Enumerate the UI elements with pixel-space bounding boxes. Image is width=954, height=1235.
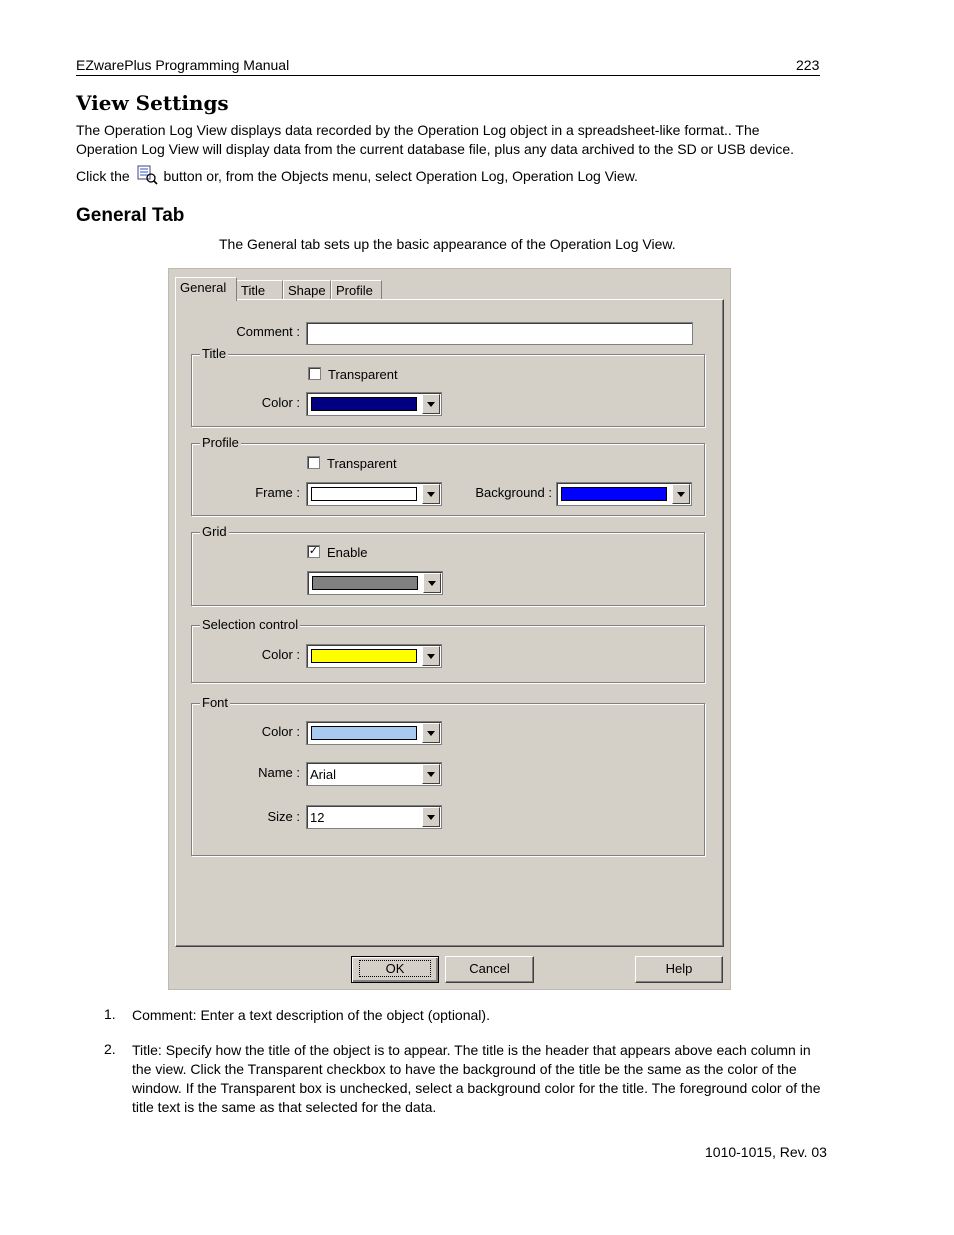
chevron-down-icon[interactable] — [422, 394, 440, 414]
chevron-down-icon[interactable] — [422, 807, 440, 827]
intro-line-2: Operation Log View will display data from the current database file, plus any data archived to the SD or USB device. — [76, 141, 795, 157]
cancel-button[interactable]: Cancel — [445, 956, 534, 983]
header-rule — [76, 75, 820, 76]
title-color-label: Color : — [261, 395, 300, 410]
background-color-select[interactable] — [556, 482, 692, 506]
profile-transparent-label: Transparent — [327, 456, 397, 471]
tab-profile[interactable]: Profile — [331, 280, 382, 300]
help-button[interactable]: Help — [635, 956, 723, 983]
title-color-swatch — [311, 397, 417, 411]
chevron-down-icon[interactable] — [672, 484, 690, 504]
font-name-label: Name : — [258, 765, 300, 780]
frame-color-swatch — [311, 487, 417, 501]
grid-enable-label: Enable — [327, 545, 368, 560]
ok-button[interactable]: OK — [351, 956, 439, 983]
font-group-title: Font — [202, 695, 229, 710]
selection-color-label: Color : — [261, 647, 300, 662]
general-tab-panel — [175, 299, 724, 947]
tab-general[interactable]: General — [175, 277, 237, 301]
font-color-swatch — [311, 726, 417, 740]
list-item-2-text: Title: Specify how the title of the object is to appear. The title is the header that appears above each column in the view. Click the Transparent checkbox to have the background of the title be the same as the color of the window. If the Transparent box is unchecked, select a background color for the title. The foreground color of the title text is the same as that selected for the data. — [132, 1042, 821, 1115]
title-transparent-checkbox[interactable] — [308, 367, 321, 380]
tab-shape[interactable]: Shape — [283, 280, 331, 300]
click-prefix: Click the — [76, 168, 130, 184]
list-item-1-number: 1. — [104, 1006, 116, 1022]
grid-enable-checkbox[interactable]: ✓ — [308, 545, 319, 557]
font-size-select[interactable] — [306, 805, 442, 829]
selection-control-group — [191, 617, 705, 683]
grid-group-title: Grid — [202, 524, 227, 539]
title-transparent-label: Transparent — [328, 367, 398, 382]
title-color-select[interactable] — [306, 392, 442, 416]
font-size-value: 12 — [310, 810, 325, 825]
comment-label: Comment : — [236, 324, 300, 339]
font-group — [191, 695, 705, 856]
font-color-select[interactable] — [306, 721, 442, 745]
chevron-down-icon[interactable] — [422, 646, 440, 666]
selection-control-group-title: Selection control — [202, 617, 299, 632]
frame-color-select[interactable] — [306, 482, 442, 506]
frame-label: Frame : — [255, 485, 300, 500]
list-item-2-number: 2. — [104, 1041, 116, 1057]
page-number: 223 — [796, 57, 820, 73]
grid-color-swatch — [312, 576, 418, 590]
font-name-select[interactable] — [306, 762, 442, 786]
list-item-1-text: Comment: Enter a text description of the object (optional). — [132, 1007, 490, 1023]
background-color-swatch — [561, 487, 667, 501]
selection-color-swatch — [311, 649, 417, 663]
manual-title: EZwarePlus Programming Manual — [76, 57, 290, 73]
tab-title[interactable]: Title — [236, 280, 283, 300]
intro-paragraph — [76, 121, 794, 186]
grid-color-select[interactable] — [307, 571, 443, 595]
subsection-title: General Tab — [76, 205, 185, 226]
click-instruction — [76, 165, 794, 186]
section-title: View Settings — [76, 91, 229, 115]
background-label: Background : — [475, 485, 552, 500]
profile-group-title: Profile — [202, 435, 239, 450]
click-suffix: button or, from the Objects menu, select Operation Log, Operation Log View. — [163, 168, 638, 184]
chevron-down-icon[interactable] — [422, 484, 440, 504]
profile-group — [191, 435, 705, 516]
font-size-label: Size : — [267, 809, 300, 824]
comment-input[interactable] — [306, 322, 693, 345]
profile-transparent-checkbox[interactable] — [307, 456, 320, 469]
chevron-down-icon[interactable] — [422, 723, 440, 743]
title-group-title: Title — [202, 346, 227, 361]
grid-group — [191, 524, 705, 606]
doc-id: 1010-1015, Rev. 03 — [705, 1144, 827, 1160]
intro-line-1: The Operation Log View displays data recorded by the Operation Log object in a spreadsheet-like format.. The — [76, 122, 760, 138]
font-color-label: Color : — [261, 724, 300, 739]
figure-caption: The General tab sets up the basic appearance of the Operation Log View. — [219, 236, 676, 252]
operation-log-view-icon — [136, 165, 158, 185]
chevron-down-icon[interactable] — [422, 764, 440, 784]
selection-color-select[interactable] — [306, 644, 442, 668]
chevron-down-icon[interactable] — [423, 573, 441, 593]
title-group — [191, 346, 705, 427]
font-name-value: Arial — [310, 767, 337, 782]
operation-log-view-dialog — [168, 268, 731, 990]
